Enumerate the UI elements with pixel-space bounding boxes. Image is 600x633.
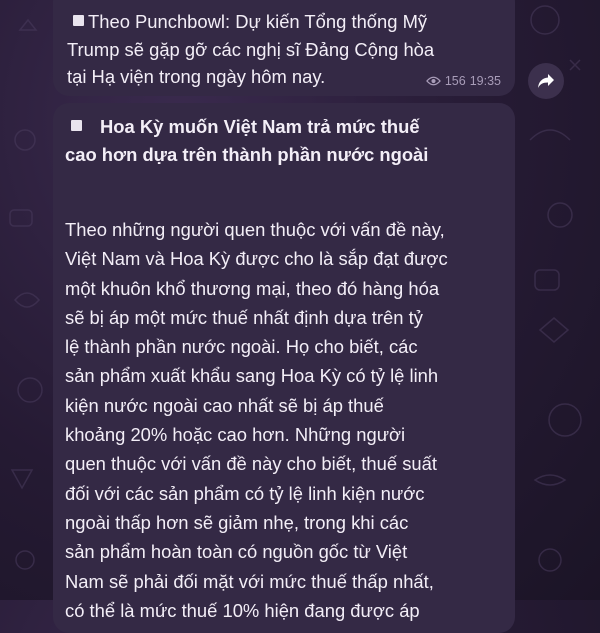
message-bubble-punchbowl[interactable] <box>53 0 515 96</box>
body-line: Nam sẽ phải đối mặt với mức thuế thấp nhất, <box>65 570 434 592</box>
body-line: Việt Nam và Hoa Kỳ được cho là sắp đạt được <box>65 248 448 270</box>
message-line: tại Hạ viện trong ngày hôm nay. <box>67 66 326 87</box>
article-body <box>65 169 501 625</box>
share-arrow-icon <box>537 73 555 89</box>
body-line: khoảng 20% hoặc cao hơn. Những người <box>65 424 406 446</box>
share-button[interactable] <box>528 63 564 99</box>
body-line: lệ thành phần nước ngoài. Họ cho biết, các <box>65 336 418 358</box>
body-line: đối với các sản phẩm có tỷ lệ linh kiện nước <box>65 482 425 504</box>
bullet-square-icon <box>73 15 84 26</box>
body-line: có thể là mức thuế 10% hiện đang được áp <box>65 599 420 621</box>
body-line: Theo những người quen thuộc với vấn đề này, <box>65 219 445 240</box>
headline-line: Hoa Kỳ muốn Việt Nam trả mức thuế <box>100 116 420 137</box>
body-line: sẽ bị áp một mức thuế nhất định dựa trên tỷ <box>65 306 423 328</box>
message-bubble-tariff-article[interactable] <box>53 103 515 633</box>
view-count: 156 <box>444 74 466 88</box>
body-line: sản phẩm xuất khẩu sang Hoa Kỳ có tỷ lệ linh <box>65 365 439 387</box>
body-line: một khuôn khổ thương mại, theo đó hàng hóa <box>65 277 440 299</box>
body-line: sản phẩm hoàn toàn có nguồn gốc từ Việt <box>65 541 408 563</box>
headline-line: cao hơn dựa trên thành phần nước ngoài <box>65 144 429 165</box>
body-line: kiện nước ngoài cao nhất sẽ bị áp thuế <box>65 394 384 416</box>
article-headline <box>65 113 501 169</box>
message-line: Theo Punchbowl: Dự kiến Tổng thống Mỹ <box>88 11 428 32</box>
eye-icon <box>426 76 441 86</box>
bullet-square-icon <box>71 120 82 131</box>
message-line: Trump sẽ gặp gỡ các nghị sĩ Đảng Cộng hòa <box>67 38 435 60</box>
body-line: ngoài thấp hơn sẽ giảm nhẹ, trong khi các <box>65 511 409 533</box>
message-meta <box>426 74 501 88</box>
message-time: 19:35 <box>469 74 501 88</box>
body-line: quen thuộc với vấn đề này cho biết, thuế suất <box>65 453 437 475</box>
